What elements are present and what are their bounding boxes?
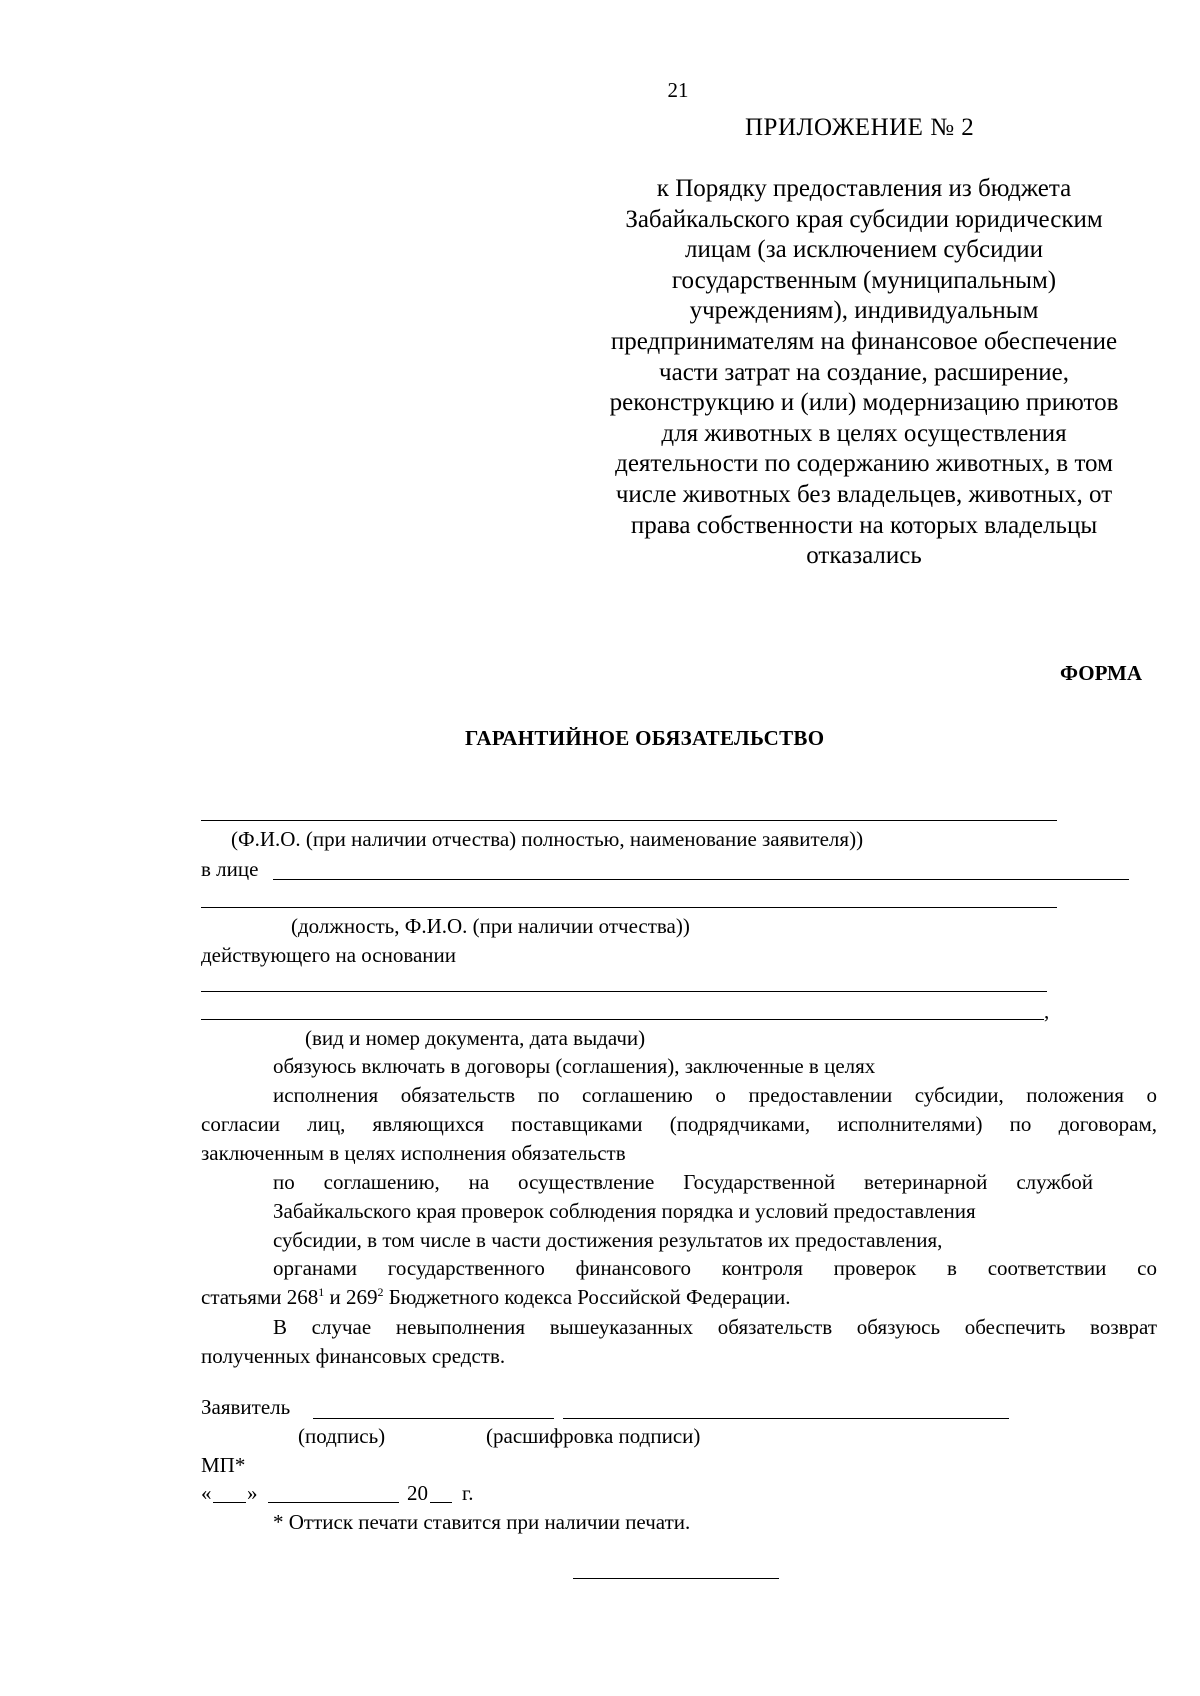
represented-by-line[interactable] bbox=[273, 879, 1129, 880]
body-line-9 bbox=[201, 1283, 790, 1311]
body-line-10: В случае невыполнения вышеуказанных обязательств обязуюсь обеспечить возврат bbox=[273, 1315, 1157, 1339]
basis-line-1[interactable] bbox=[201, 991, 1047, 992]
position-line[interactable] bbox=[201, 907, 1057, 908]
form-label: ФОРМА bbox=[1059, 661, 1142, 685]
stamp-label: МП* bbox=[201, 1453, 246, 1477]
body-line-1: обязуюсь включать в договоры (соглашения), заключенные в целях bbox=[273, 1054, 876, 1078]
acting-basis-label: действующего на основании bbox=[201, 943, 457, 967]
decoding-caption: (расшифровка подписи) bbox=[486, 1424, 701, 1448]
document-caption: (вид и номер документа, дата выдачи) bbox=[305, 1026, 646, 1050]
body-line-9-b: и 269 bbox=[324, 1285, 378, 1309]
end-separator-line bbox=[573, 1578, 779, 1579]
body-line-2: исполнения обязательств по соглашению о предоставлении субсидии, положения о bbox=[273, 1083, 1157, 1107]
signature-caption: (подпись) bbox=[298, 1424, 386, 1448]
body-line-8: органами государственного финансового контроля проверок в соответствии со bbox=[273, 1256, 1157, 1280]
date-open-quote: « bbox=[201, 1481, 212, 1505]
date-close-quote: » bbox=[247, 1481, 258, 1505]
article-269-superscript: 2 bbox=[377, 1285, 384, 1299]
represented-by-label: в лице bbox=[201, 857, 259, 881]
signature-decoding-line[interactable] bbox=[563, 1418, 1009, 1419]
page-number: 21 bbox=[667, 78, 689, 102]
applicant-label: Заявитель bbox=[201, 1395, 291, 1419]
date-day-line[interactable] bbox=[213, 1502, 246, 1503]
appendix-title: ПРИЛОЖЕНИЕ № 2 bbox=[745, 114, 975, 141]
body-line-7: субсидии, в том числе в части достижения результатов их предоставления, bbox=[273, 1228, 943, 1252]
document-title: ГАРАНТИЙНОЕ ОБЯЗАТЕЛЬСТВО bbox=[465, 726, 825, 750]
date-year-prefix: 20 bbox=[407, 1481, 428, 1505]
body-line-5: по соглашению, на осуществление Государственной ветеринарной службой bbox=[273, 1170, 1093, 1194]
article-268-superscript: 1 bbox=[318, 1285, 325, 1299]
body-line-4: заключенным в целях исполнения обязательств bbox=[201, 1141, 626, 1165]
signature-line[interactable] bbox=[313, 1418, 554, 1419]
basis-line-2[interactable] bbox=[201, 1019, 1044, 1020]
body-line-3: согласии лиц, являющихся поставщиками (подрядчиками, исполнителями) по договорам, bbox=[201, 1112, 1157, 1136]
body-line-9-a: статьями 268 bbox=[201, 1285, 319, 1309]
applicant-name-line[interactable] bbox=[201, 820, 1057, 821]
body-line-6: Забайкальского края проверок соблюдения порядка и условий предоставления bbox=[273, 1199, 976, 1223]
body-line-11: полученных финансовых средств. bbox=[201, 1344, 506, 1368]
body-line-9-c: Бюджетного кодекса Российской Федерации. bbox=[383, 1285, 791, 1309]
date-month-line[interactable] bbox=[268, 1502, 399, 1503]
appendix-subtitle: к Порядку предоставления из бюджета Забайкальского края субсидии юридическим лицам (за исключением субсидии государственным (муниципальным) учреждениям), индивидуальным предпринимателям на финансовое обеспечение части затрат на создание, расширение, реконструкцию и (или) модернизацию приютов для животных в целях осуществления деятельности по содержанию животных, в том числе животных без владельцев, животных, от права собственности на которых владельцы отказались bbox=[609, 175, 1119, 570]
date-year-suffix: г. bbox=[462, 1481, 474, 1505]
basis-comma: , bbox=[1044, 999, 1050, 1023]
position-caption: (должность, Ф.И.О. (при наличии отчества)) bbox=[291, 914, 690, 938]
applicant-caption: (Ф.И.О. (при наличии отчества) полностью, наименование заявителя)) bbox=[231, 827, 864, 851]
stamp-footnote: * Оттиск печати ставится при наличии печати. bbox=[273, 1510, 691, 1534]
date-year-line[interactable] bbox=[430, 1502, 452, 1503]
